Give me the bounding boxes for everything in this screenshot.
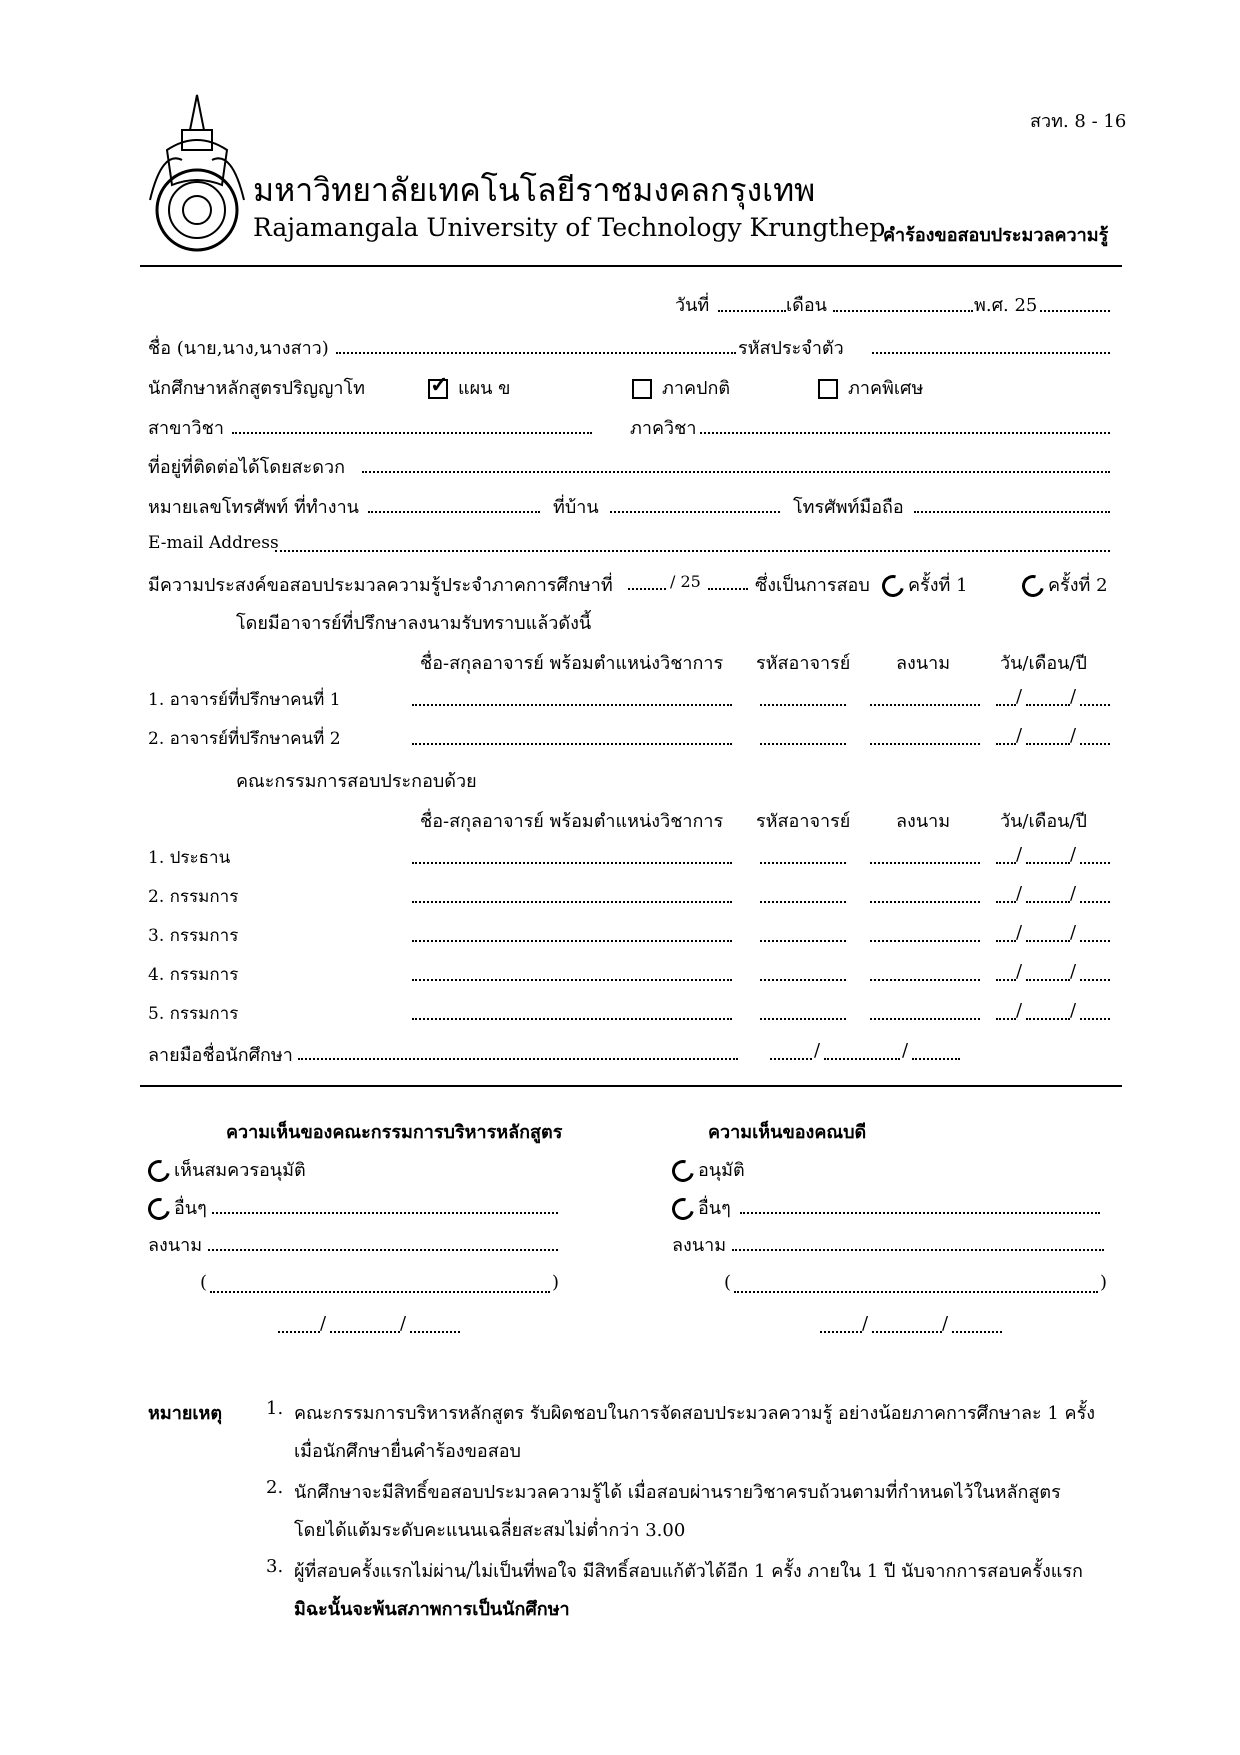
row-sign-field[interactable] [870, 1018, 980, 1020]
date-day-label: วันที่ [675, 295, 710, 316]
university-seal [142, 90, 252, 255]
dean-opinion-title: ความเห็นของคณบดี [708, 1122, 867, 1143]
year-field[interactable] [708, 588, 748, 590]
right-sign-field[interactable] [732, 1249, 1104, 1251]
home-phone-field[interactable] [610, 511, 780, 513]
row-day-field[interactable] [996, 743, 1016, 745]
address-label: ที่อยู่ที่ติดต่อได้โดยสะดวก [148, 457, 345, 478]
row-name-field[interactable] [412, 979, 732, 981]
note-text-line1: ผู้ที่สอบครั้งแรกไม่ผ่าน/ไม่เป็นที่พอใจ มีสิทธิ์สอบแก้ตัวได้อีก 1 ครั้ง ภายใน 1 ปี นับจากการสอบครั้งแรก [294, 1561, 1083, 1582]
plan-b-option[interactable] [428, 373, 510, 402]
date-slash: / [1070, 1000, 1077, 1021]
radio-icon[interactable] [1018, 571, 1048, 601]
date-slash: / [1016, 686, 1023, 707]
right-name-close-paren: ) [1100, 1272, 1108, 1293]
row-month-field[interactable] [1026, 862, 1070, 864]
student-signature-label: ลายมือชื่อนักศึกษา [148, 1045, 293, 1066]
major-field[interactable] [232, 432, 592, 434]
left-date-month-field[interactable] [330, 1331, 400, 1333]
note-number: 1. [266, 1398, 284, 1419]
row-sign-field[interactable] [870, 743, 980, 745]
major-label: สาขาวิชา [148, 418, 224, 439]
date-slash: / [1070, 922, 1077, 943]
approve-label: อนุมัติ [698, 1160, 745, 1181]
left-sign-field[interactable] [208, 1249, 558, 1251]
row-month-field[interactable] [1026, 743, 1070, 745]
row-year-field[interactable] [1080, 704, 1110, 706]
row-label: 2. อาจารย์ที่ปรึกษาคนที่ 2 [148, 729, 341, 749]
form-title: คำร้องขอสอบประมวลความรู้ [883, 225, 1109, 246]
regular-label: ภาคปกติ [662, 378, 731, 399]
row-year-field[interactable] [1080, 940, 1110, 942]
row-code-field[interactable] [760, 862, 846, 864]
left-name-open-paren: ( [200, 1272, 208, 1293]
col-date-header: วัน/เดือน/ปี [1000, 653, 1087, 674]
date-slash: / [1070, 883, 1077, 904]
attempt-2-label: ครั้งที่ 2 [1048, 575, 1108, 596]
row-label: 4. กรรมการ [148, 965, 239, 985]
header-divider [140, 265, 1122, 267]
note-text-line2: เมื่อนักศึกษายื่นคำร้องขอสอบ [294, 1441, 521, 1462]
left-date-year-field[interactable] [410, 1331, 460, 1333]
advisor-ack-text: โดยมีอาจารย์ที่ปรึกษาลงนามรับทราบแล้วดังนี้ [236, 613, 592, 634]
row-code-field[interactable] [760, 1018, 846, 1020]
approve-recommend-option[interactable] [148, 1155, 306, 1184]
address-field[interactable] [362, 471, 1110, 473]
curriculum-committee-opinion-title: ความเห็นของคณะกรรมการบริหารหลักสูตร [226, 1122, 563, 1143]
special-option[interactable] [818, 373, 923, 402]
radio-icon[interactable] [668, 1156, 698, 1186]
student-signature-day-field[interactable] [770, 1058, 812, 1060]
row-code-field[interactable] [760, 979, 846, 981]
checkbox-icon[interactable] [818, 379, 838, 399]
left-other-field[interactable] [212, 1212, 558, 1214]
date-slash: / [1070, 961, 1077, 982]
date-month-label: เดือน [786, 295, 827, 316]
checkbox-icon[interactable] [632, 379, 652, 399]
email-label: E-mail Address [148, 533, 279, 553]
date-slash: / [1016, 725, 1023, 746]
note-number: 3. [266, 1556, 284, 1577]
left-other-label: อื่นๆ [174, 1198, 207, 1219]
attempt-2-option[interactable] [1022, 570, 1108, 599]
right-other-label: อื่นๆ [698, 1198, 731, 1219]
note-text-line2: มิฉะนั้นจะพ้นสภาพการเป็นนักศึกษา [294, 1599, 570, 1620]
row-label: 2. กรรมการ [148, 887, 239, 907]
date-slash: / [902, 1040, 909, 1061]
home-phone-label: ที่บ้าน [553, 497, 599, 518]
right-sign-label: ลงนาม [672, 1235, 727, 1256]
right-date-month-field[interactable] [872, 1331, 942, 1333]
row-name-field[interactable] [412, 901, 732, 903]
row-code-field[interactable] [760, 704, 846, 706]
date-slash: / [862, 1313, 869, 1334]
row-year-field[interactable] [1080, 979, 1110, 981]
row-label: 3. กรรมการ [148, 926, 239, 946]
row-month-field[interactable] [1026, 1018, 1070, 1020]
row-sign-field[interactable] [870, 979, 980, 981]
university-name-thai: มหาวิทยาลัยเทคโนโลยีราชมงคลกรุงเทพ [253, 171, 816, 209]
left-sign-label: ลงนาม [148, 1235, 203, 1256]
row-name-field[interactable] [412, 862, 732, 864]
note-number: 2. [266, 1477, 284, 1498]
row-name-field[interactable] [412, 940, 732, 942]
section-divider [140, 1085, 1122, 1087]
date-month-field[interactable] [833, 310, 973, 312]
radio-icon[interactable] [878, 571, 908, 601]
row-sign-field[interactable] [870, 940, 980, 942]
date-slash: / [1016, 961, 1023, 982]
date-day-field[interactable] [718, 310, 786, 312]
student-id-field[interactable] [872, 352, 1110, 354]
col-sign-header: ลงนาม [896, 811, 951, 832]
left-name-field[interactable] [210, 1291, 550, 1293]
university-name-english: Rajamangala University of Technology Krungthep [253, 213, 886, 242]
mobile-phone-field[interactable] [914, 511, 1110, 513]
plan-b-label: แผน ข [458, 378, 511, 399]
col-code-header: รหัสอาจารย์ [756, 653, 851, 674]
row-month-field[interactable] [1026, 901, 1070, 903]
row-label: 1. อาจารย์ที่ปรึกษาคนที่ 1 [148, 690, 341, 710]
note-text-line2: โดยได้แต้มระดับคะแนนเฉลี่ยสะสมไม่ต่ำกว่า 3.00 [294, 1520, 686, 1541]
date-slash: / [814, 1040, 821, 1061]
row-day-field[interactable] [996, 862, 1016, 864]
col-name-header: ชื่อ-สกุลอาจารย์ พร้อมตำแหน่งวิชาการ [420, 653, 724, 674]
date-slash: / [1016, 844, 1023, 865]
radio-icon[interactable] [668, 1194, 698, 1224]
col-name-header: ชื่อ-สกุลอาจารย์ พร้อมตำแหน่งวิชาการ [420, 811, 724, 832]
date-slash: / [1016, 1000, 1023, 1021]
left-name-close-paren: ) [552, 1272, 560, 1293]
date-year-field[interactable] [1040, 310, 1110, 312]
intent-text: มีความประสงค์ขอสอบประมวลความรู้ประจำภาคการศึกษาที่ [148, 575, 613, 596]
form-code: สวท. 8 - 16 [1030, 111, 1127, 132]
right-other-field[interactable] [740, 1212, 1100, 1214]
date-slash: / [320, 1313, 327, 1334]
term-separator: / 25 [670, 572, 701, 591]
row-day-field[interactable] [996, 979, 1016, 981]
mobile-phone-label: โทรศัพท์มือถือ [793, 497, 904, 518]
row-code-field[interactable] [760, 940, 846, 942]
row-month-field[interactable] [1026, 940, 1070, 942]
col-date-header: วัน/เดือน/ปี [1000, 811, 1087, 832]
row-month-field[interactable] [1026, 979, 1070, 981]
date-slash: / [1070, 844, 1077, 865]
committee-heading: คณะกรรมการสอบประกอบด้วย [236, 771, 477, 792]
student-signature-year-field[interactable] [912, 1058, 960, 1060]
notes-label: หมายเหตุ [148, 1403, 223, 1424]
row-code-field[interactable] [760, 901, 846, 903]
row-day-field[interactable] [996, 1018, 1016, 1020]
attempt-1-label: ครั้งที่ 1 [908, 575, 968, 596]
date-slash: / [942, 1313, 949, 1334]
row-sign-field[interactable] [870, 901, 980, 903]
row-year-field[interactable] [1080, 862, 1110, 864]
note-text-line1: นักศึกษาจะมีสิทธิ์ขอสอบประมวลความรู้ได้ เมื่อสอบผ่านรายวิชาครบถ้วนตามที่กำหนดไว้ในหลักสูตร [294, 1482, 1061, 1503]
row-day-field[interactable] [996, 704, 1016, 706]
row-year-field[interactable] [1080, 743, 1110, 745]
name-field[interactable] [336, 352, 736, 354]
note-text-line1: คณะกรรมการบริหารหลักสูตร รับผิดชอบในการจัดสอบประมวลความรู้ อย่างน้อยภาคการศึกษาละ 1 ครั้ง [294, 1403, 1096, 1424]
regular-option[interactable] [632, 373, 730, 402]
date-slash: / [1016, 883, 1023, 904]
right-date-day-field[interactable] [820, 1331, 862, 1333]
col-sign-header: ลงนาม [896, 653, 951, 674]
special-label: ภาคพิเศษ [848, 378, 924, 399]
right-name-field[interactable] [734, 1291, 1098, 1293]
row-label: 1. ประธาน [148, 848, 231, 868]
email-field[interactable] [275, 550, 1110, 552]
program-label: นักศึกษาหลักสูตรปริญญาโท [148, 378, 366, 399]
term-field[interactable] [628, 588, 666, 590]
date-slash: / [400, 1313, 407, 1334]
department-field[interactable] [700, 432, 1110, 434]
row-code-field[interactable] [760, 743, 846, 745]
row-day-field[interactable] [996, 901, 1016, 903]
department-label: ภาควิชา [630, 418, 697, 439]
name-label: ชื่อ (นาย,นาง,นางสาว) [148, 338, 329, 359]
left-date-day-field[interactable] [278, 1331, 320, 1333]
left-other-option[interactable] [148, 1193, 207, 1222]
date-slash: / [1016, 922, 1023, 943]
radio-icon[interactable] [144, 1194, 174, 1224]
radio-icon[interactable] [144, 1156, 174, 1186]
work-phone-field[interactable] [368, 511, 540, 513]
row-sign-field[interactable] [870, 704, 980, 706]
exam-which-label: ซึ่งเป็นการสอบ [755, 575, 870, 596]
row-year-field[interactable] [1080, 901, 1110, 903]
approve-recommend-label: เห็นสมควรอนุมัติ [174, 1160, 306, 1181]
attempt-1-option[interactable] [882, 570, 968, 599]
date-slash: / [1070, 686, 1077, 707]
col-code-header: รหัสอาจารย์ [756, 811, 851, 832]
student-id-label: รหัสประจำตัว [738, 338, 844, 359]
row-year-field[interactable] [1080, 1018, 1110, 1020]
approve-option[interactable] [672, 1155, 745, 1184]
student-signature-field[interactable] [298, 1058, 738, 1060]
row-label: 5. กรรมการ [148, 1004, 239, 1024]
date-year-label: พ.ศ. 25 [974, 295, 1038, 316]
right-other-option[interactable] [672, 1193, 731, 1222]
row-day-field[interactable] [996, 940, 1016, 942]
work-phone-label: หมายเลขโทรศัพท์ ที่ทำงาน [148, 497, 359, 518]
row-name-field[interactable] [412, 743, 732, 745]
row-name-field[interactable] [412, 704, 732, 706]
row-sign-field[interactable] [870, 862, 980, 864]
student-signature-month-field[interactable] [824, 1058, 900, 1060]
row-name-field[interactable] [412, 1018, 732, 1020]
right-name-open-paren: ( [724, 1272, 732, 1293]
row-month-field[interactable] [1026, 704, 1070, 706]
checked-box-icon[interactable] [428, 379, 448, 399]
date-slash: / [1070, 725, 1077, 746]
right-date-year-field[interactable] [952, 1331, 1002, 1333]
